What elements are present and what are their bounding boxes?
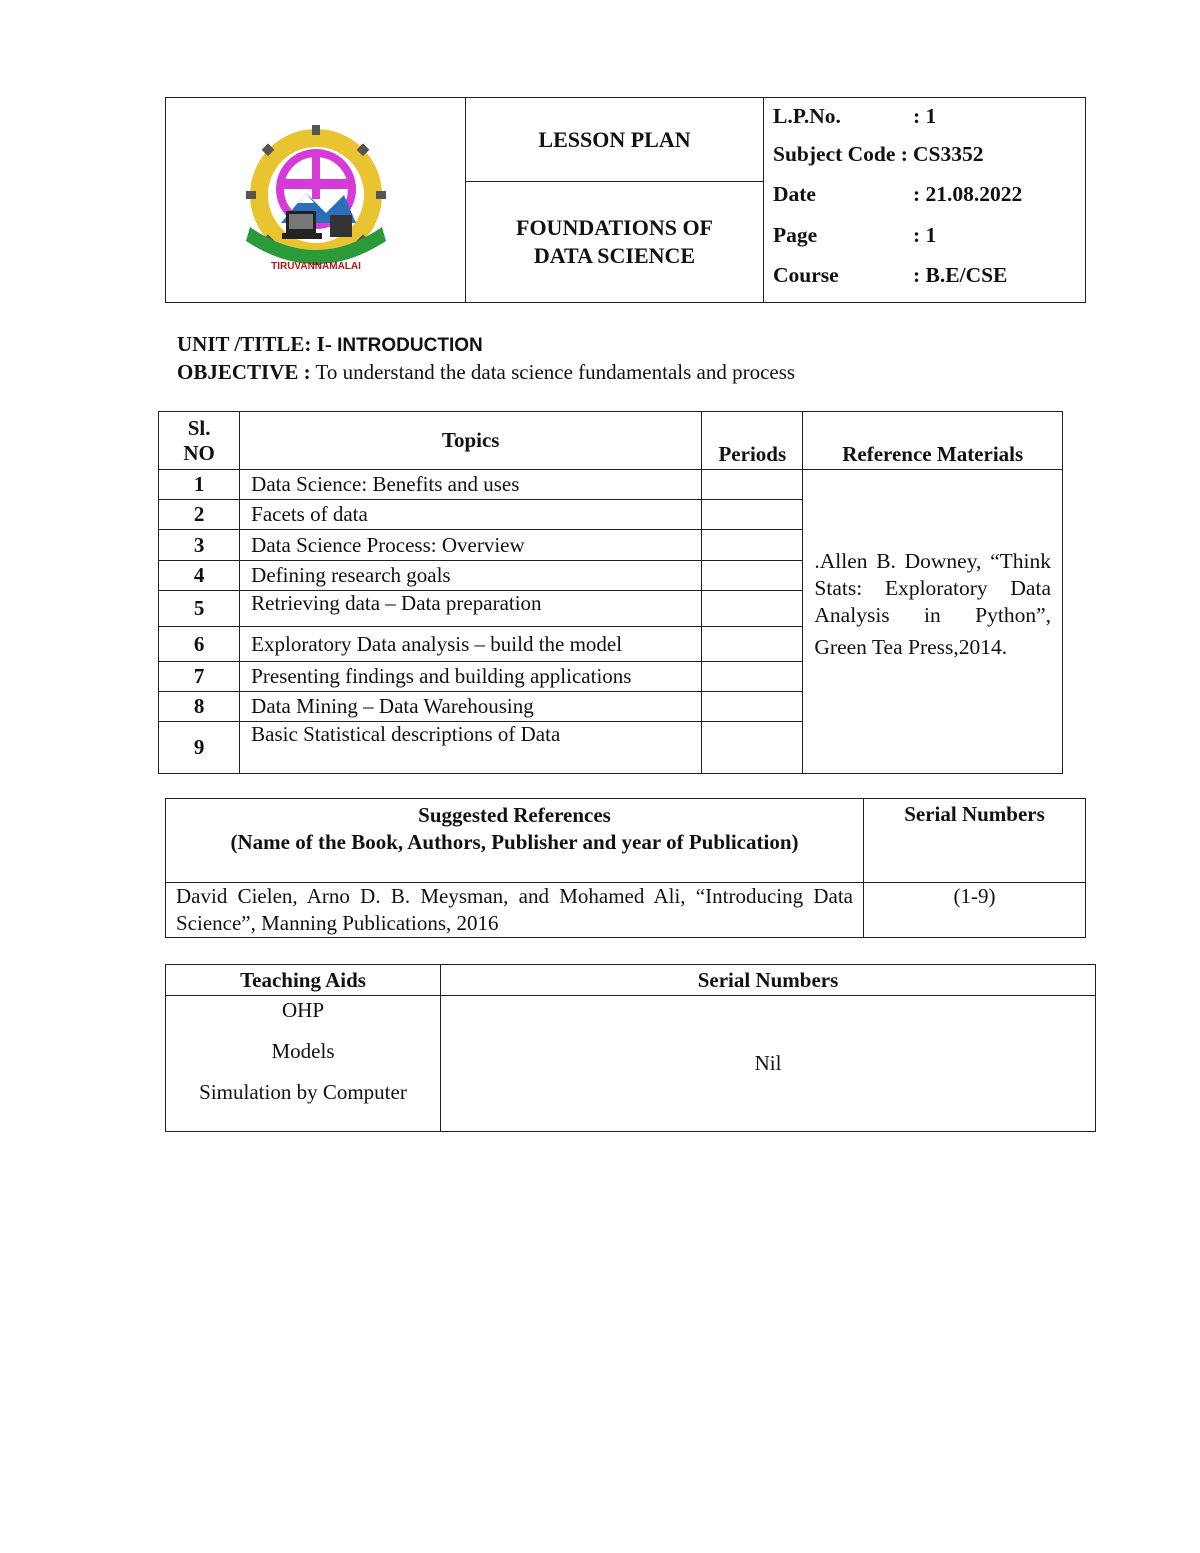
row-topic: Data Science: Benefits and uses: [240, 470, 702, 500]
row-no: 1: [159, 470, 240, 500]
row-topic: Facets of data: [240, 500, 702, 530]
row-topic: Retrieving data – Data preparation: [240, 591, 702, 627]
meta-value: : 1: [913, 222, 937, 247]
aids-head: Teaching Aids: [166, 965, 441, 996]
row-no: 7: [159, 662, 240, 692]
aids-list: [166, 996, 441, 1132]
row-no: 2: [159, 500, 240, 530]
suggested-head-line1: Suggested References: [418, 803, 611, 827]
unit-label: UNIT /TITLE: I-: [177, 332, 332, 356]
list-item: Simulation by Computer: [199, 1080, 407, 1104]
logo-cell: [166, 98, 466, 303]
header-topics: Topics: [240, 412, 702, 470]
topics-header-row: [159, 412, 1063, 470]
header-sl-no: [159, 412, 240, 470]
suggested-head: [166, 799, 864, 883]
unit-title-line: [177, 332, 483, 357]
meta-key: L.P.No.: [773, 103, 841, 128]
meta-key: Page: [773, 222, 818, 247]
row-periods: [702, 530, 803, 561]
meta-value: : 1: [913, 103, 937, 128]
objective-line: [177, 360, 795, 385]
doc-type-cell: [466, 98, 764, 182]
header-table: [165, 97, 1086, 303]
meta-subject-code: [773, 134, 1085, 175]
row-periods: [702, 561, 803, 591]
teaching-aids-table: [165, 964, 1096, 1132]
aids-serial-head: Serial Numbers: [441, 965, 1096, 996]
row-periods: [702, 470, 803, 500]
objective-label: OBJECTIVE :: [177, 360, 311, 384]
row-topic: Data Science Process: Overview: [240, 530, 702, 561]
row-periods: [702, 662, 803, 692]
header-sl-line1: Sl.: [187, 415, 211, 440]
row-topic: Defining research goals: [240, 561, 702, 591]
row-no: 4: [159, 561, 240, 591]
aids-header-row: [166, 965, 1096, 996]
row-no: 9: [159, 722, 240, 774]
serial-head: Serial Numbers: [864, 799, 1086, 883]
row-periods: [702, 500, 803, 530]
row-topic: Data Mining – Data Warehousing: [240, 692, 702, 722]
reference-cell: [803, 470, 1063, 774]
unit-title: INTRODUCTION: [337, 335, 483, 356]
row-no: 8: [159, 692, 240, 722]
list-item: Models: [271, 1039, 335, 1063]
row-periods: [702, 692, 803, 722]
row-no: 5: [159, 591, 240, 627]
meta-lp-no: [773, 98, 1085, 134]
row-topic: Basic Statistical descriptions of Data: [240, 722, 702, 774]
row-periods: [702, 591, 803, 627]
row-no: 6: [159, 627, 240, 662]
suggested-references-table: [165, 798, 1086, 938]
meta-key: Subject Code :: [773, 141, 908, 166]
reference-last: Green Tea Press,2014.: [814, 635, 1008, 659]
aids-serial: Nil: [441, 996, 1096, 1132]
meta-value: : 21.08.2022: [913, 182, 1023, 207]
row-periods: [702, 722, 803, 774]
meta-course: [773, 256, 1085, 297]
suggested-body: David Cielen, Arno D. B. Meysman, and Mohamed Ali, “Introducing Data Science”, Manning Publications, 2016: [166, 883, 864, 938]
college-logo: [226, 123, 406, 273]
meta-page: [773, 215, 1085, 256]
meta-date: [773, 175, 1085, 216]
suggested-head-line2: (Name of the Book, Authors, Publisher and year of Publication): [230, 830, 799, 854]
table-row: [166, 883, 1086, 938]
table-row: [159, 470, 1063, 500]
list-item: OHP: [281, 998, 324, 1022]
meta-key: Date: [773, 182, 816, 207]
row-periods: [702, 627, 803, 662]
row-topic: Exploratory Data analysis – build the model: [240, 627, 702, 662]
suggested-header-row: [166, 799, 1086, 883]
header-reference: Reference Materials: [803, 412, 1063, 470]
header-sl-line2: NO: [183, 440, 215, 465]
row-no: 3: [159, 530, 240, 561]
topics-table: [158, 411, 1063, 774]
meta-value: CS3352: [913, 141, 984, 166]
subject-title-line1: FOUNDATIONS OF: [516, 215, 713, 240]
header-periods: Periods: [702, 412, 803, 470]
doc-type: LESSON PLAN: [538, 126, 691, 152]
meta-value: : B.E/CSE: [913, 263, 1008, 288]
suggested-serial: (1-9): [864, 883, 1086, 938]
row-topic: Presenting findings and building applications: [240, 662, 702, 692]
meta-key: Course: [773, 263, 839, 288]
subject-title-cell: [466, 182, 764, 303]
meta-cell: [764, 98, 1086, 303]
table-row: [166, 996, 1096, 1132]
reference-text: .Allen B. Downey, “Think Stats: Exploratory Data Analysis in Python”,: [814, 549, 1051, 627]
logo-place-text: TIRUVANNAMALAI: [270, 260, 361, 272]
subject-title-line2: DATA SCIENCE: [533, 243, 696, 268]
objective-text: To understand the data science fundamentals and process: [315, 360, 796, 384]
